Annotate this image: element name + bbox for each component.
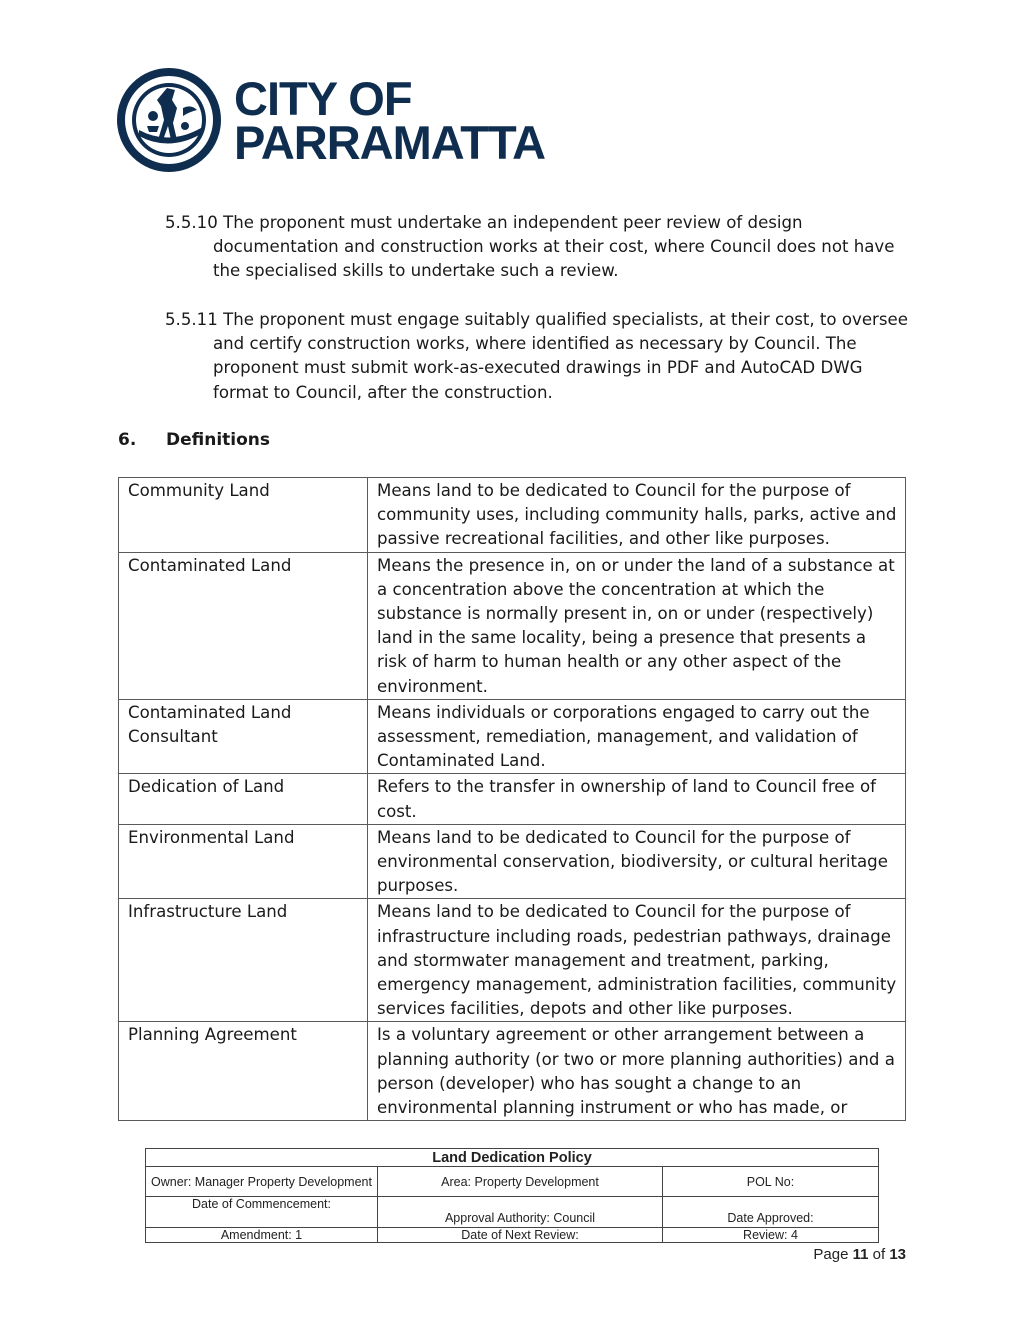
definition-cell: Means the presence in, on or under the land of a substance at a concentration above the concentration at which the substance is normally present in, on or under (respectively) land in the same locality, being a presence that presents a risk of harm to human health or any other aspect of the environment.	[368, 552, 906, 699]
org-name-line-2: PARRAMATTA	[234, 116, 546, 169]
definition-cell: Means individuals or corporations engaged to carry out the assessment, remediation, management, and validation of Contaminated Land.	[368, 699, 906, 774]
term-cell: Environmental Land	[119, 824, 368, 899]
table-row	[119, 824, 906, 899]
definition-cell: Means land to be dedicated to Council for the purpose of environmental conservation, biodiversity, or cultural heritage purposes.	[368, 824, 906, 899]
table-row	[119, 774, 906, 824]
clause-5-5-10	[165, 211, 915, 284]
term-cell: Community Land	[119, 478, 368, 553]
table-row	[119, 699, 906, 774]
section-number: 6.	[118, 430, 137, 450]
policy-footer-table	[145, 1148, 879, 1243]
definition-cell: Means land to be dedicated to Council for the purpose of community uses, including community halls, parks, active and passive recreational facilities, and other like purposes.	[368, 478, 906, 553]
section-heading	[118, 430, 270, 450]
table-row	[119, 1022, 906, 1121]
clause-text: The proponent must engage suitably qualified specialists, at their cost, to oversee and certify construction works, where identified as necessary by Council. The proponent must submit work-as-executed drawings in PDF and AutoCAD DWG format to Council, after the construction.	[213, 310, 908, 402]
date-approved-cell: Date Approved:	[663, 1197, 879, 1228]
total-pages: 13	[889, 1246, 906, 1263]
definition-cell: Is a voluntary agreement or other arrangement between a planning authority (or two or more planning authorities) and a person (developer) who has sought a change to an environmental planning instrument or who has made, or	[368, 1022, 906, 1121]
policy-title: Land Dedication Policy	[146, 1149, 879, 1167]
owner-cell: Owner: Manager Property Development	[146, 1167, 378, 1197]
clause-text: The proponent must undertake an independent peer review of design documentation and construction works at their cost, where Council does not have the specialised skills to undertake such a review.	[213, 213, 895, 281]
table-row	[119, 552, 906, 699]
org-wordmark	[234, 68, 546, 169]
definition-cell: Refers to the transfer in ownership of land to Council free of cost.	[368, 774, 906, 824]
term-cell: Planning Agreement	[119, 1022, 368, 1121]
term-cell: Contaminated Land Consultant	[119, 699, 368, 774]
term-cell: Dedication of Land	[119, 774, 368, 824]
page-number: Page 11 of 13	[813, 1246, 906, 1263]
org-name-line-1: CITY OF	[234, 72, 412, 125]
term-cell: Infrastructure Land	[119, 899, 368, 1022]
term-cell: Contaminated Land	[119, 552, 368, 699]
table-row	[119, 478, 906, 553]
city-logo	[117, 68, 557, 172]
current-page: 11	[852, 1246, 869, 1263]
amendment-cell: Amendment: 1	[146, 1228, 378, 1243]
clause-number: 5.5.11	[165, 310, 218, 329]
clause-5-5-11	[165, 308, 915, 405]
definition-cell: Means land to be dedicated to Council for the purpose of infrastructure including roads, pedestrian pathways, drainage and stormwater management and treatment, parking, emergency management, administration facilities, community services facilities, depots and other like purposes.	[368, 899, 906, 1022]
section-title: Definitions	[166, 430, 271, 450]
definitions-table	[118, 477, 906, 1121]
commencement-cell: Date of Commencement:	[146, 1197, 378, 1228]
clause-number: 5.5.10	[165, 213, 218, 232]
review-cell: Review: 4	[663, 1228, 879, 1243]
area-cell: Area: Property Development	[378, 1167, 663, 1197]
approval-authority-cell: Approval Authority: Council	[378, 1197, 663, 1228]
parramatta-emblem-icon	[117, 68, 221, 172]
pol-no-cell: POL No:	[663, 1167, 879, 1197]
next-review-cell: Date of Next Review:	[378, 1228, 663, 1243]
table-row	[119, 899, 906, 1022]
